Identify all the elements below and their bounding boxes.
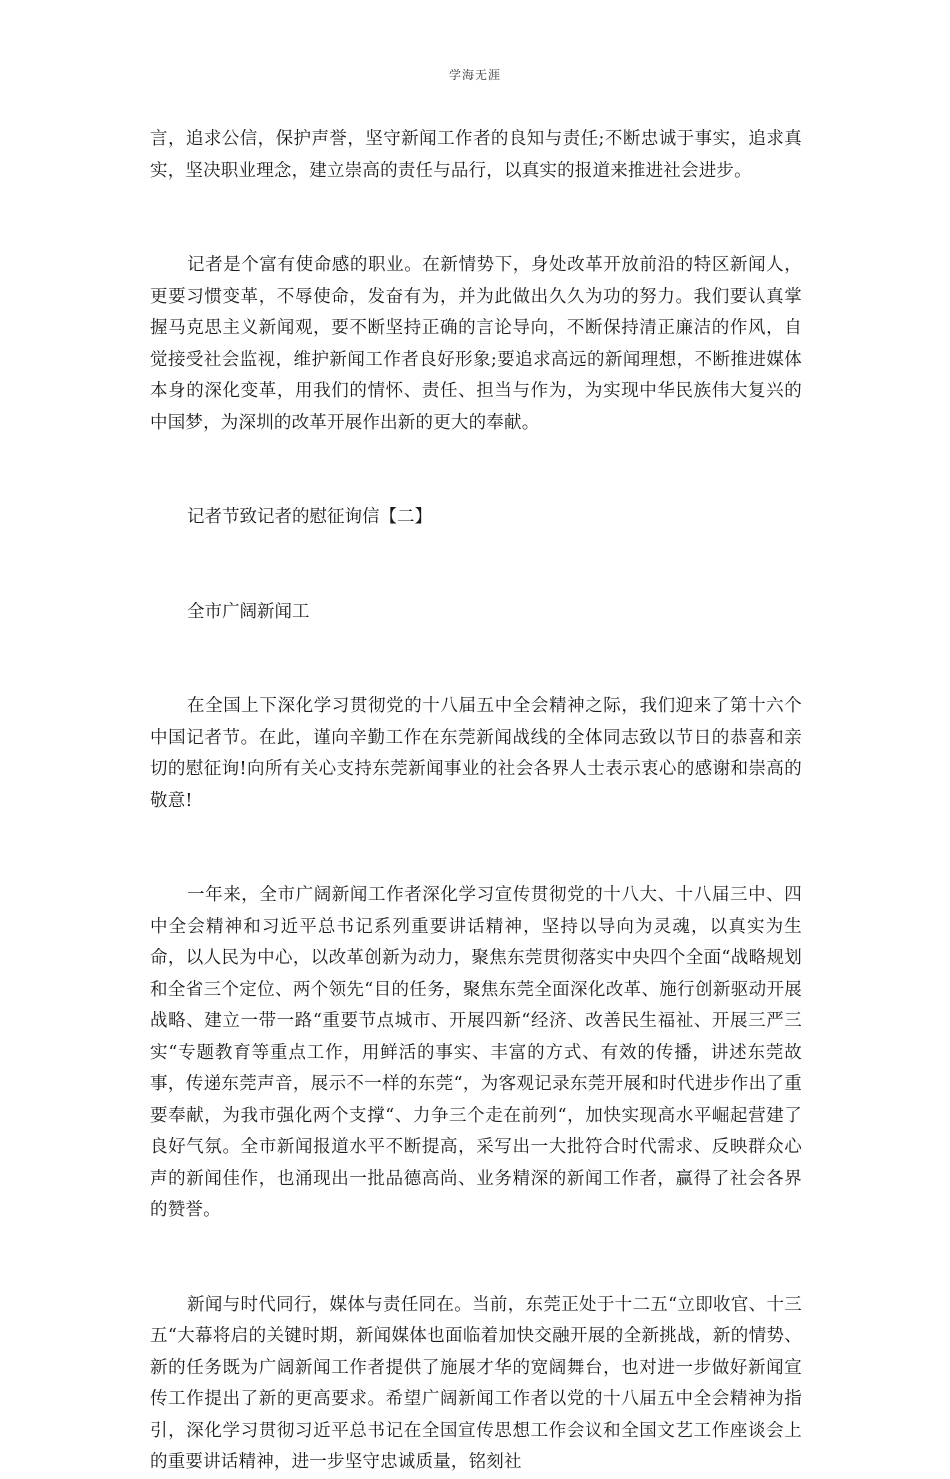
paragraph-mission: 记者是个富有使命感的职业。在新情势下，身处改革开放前沿的特区新闻人，更要习惯变革，不辱使命，发奋有为，并为此做出久久为功的努力。我们要认真掌握马克思主义新闻观，要不断坚持正确的言论导向，不断保持清正廉洁的作风，自觉接受社会监视，维护新闻工作者良好形象;要追求高远的新闻理想，不断推进媒体本身的深化变革，用我们的情怀、责任、担当与作为，为实现中华民族伟大复兴的中国梦，为深圳的改革开展作出新的更大的奉献。 [150,255,802,433]
page-header: 学海无涯 [448,68,501,82]
paragraph-greeting: 在全国上下深化学习贯彻党的十八届五中全会精神之际，我们迎来了第十六个中国记者节。在此，谨向辛勤工作在东莞新闻战线的全体同志致以节日的恭喜和亲切的慰征询!向所有关心支持东莞新闻事业的社会各界人士表示衷心的感谢和崇高的敬意! [150,696,802,811]
paragraph-continuation: 言，追求公信，保护声誉，坚守新闻工作者的良知与责任;不断忠诚于事实，追求真实，坚决职业理念，建立崇高的责任与品行，以真实的报道来推进社会进步。 [150,129,802,181]
paragraph-review: 一年来，全市广阔新闻工作者深化学习宣传贯彻党的十八大、十八届三中、四中全会精神和习近平总书记系列重要讲话精神，坚持以导向为灵魂，以真实为生命，以人民为中心，以改革创新为动力，聚焦东莞贯彻落实中央四个全面“战略规划和全省三个定位、两个领先“目的任务，聚焦东莞全面深化改革、施行创新驱动开展战略、建立一带一路“重要节点城市、开展四新“经济、改善民生福祉、开展三严三实“专题教育等重点工作，用鲜活的事实、丰富的方式、有效的传播，讲述东莞故事，传递东莞声音，展示不一样的东莞“，为客观记录东莞开展和时代进步作出了重要奉献，为我市强化两个支撑“、力争三个走在前列“，加快实现高水平崛起营建了良好气氛。全市新闻报道水平不断提高，采写出一大批符合时代需求、反映群众心声的新闻佳作，也涌现出一批品德高尚、业务精深的新闻工作者，赢得了社会各界的赞誉。 [150,885,802,1220]
section-heading: 记者节致记者的慰征询信【二】 [187,507,432,527]
salutation: 全市广阔新闻工 [187,601,310,622]
paragraph-outlook: 新闻与时代同行，媒体与责任同在。当前，东莞正处于十二五“立即收官、十三五“大幕将启的关键时期，新闻媒体也面临着加快交融开展的全新挑战，新的情势、新的任务既为广阔新闻工作者提供了施展才华的宽阔舞台，也对进一步做好新闻宣传工作提出了新的更高要求。希望广阔新闻工作者以党的十八届五中全会精神为指引，深化学习贯彻习近平总书记在全国宣传思想工作会议和全国文艺工作座谈会上的重要讲话精神，进一步坚守忠诚质量，铭刻社 [150,1294,802,1472]
document-body [150,124,802,1479]
